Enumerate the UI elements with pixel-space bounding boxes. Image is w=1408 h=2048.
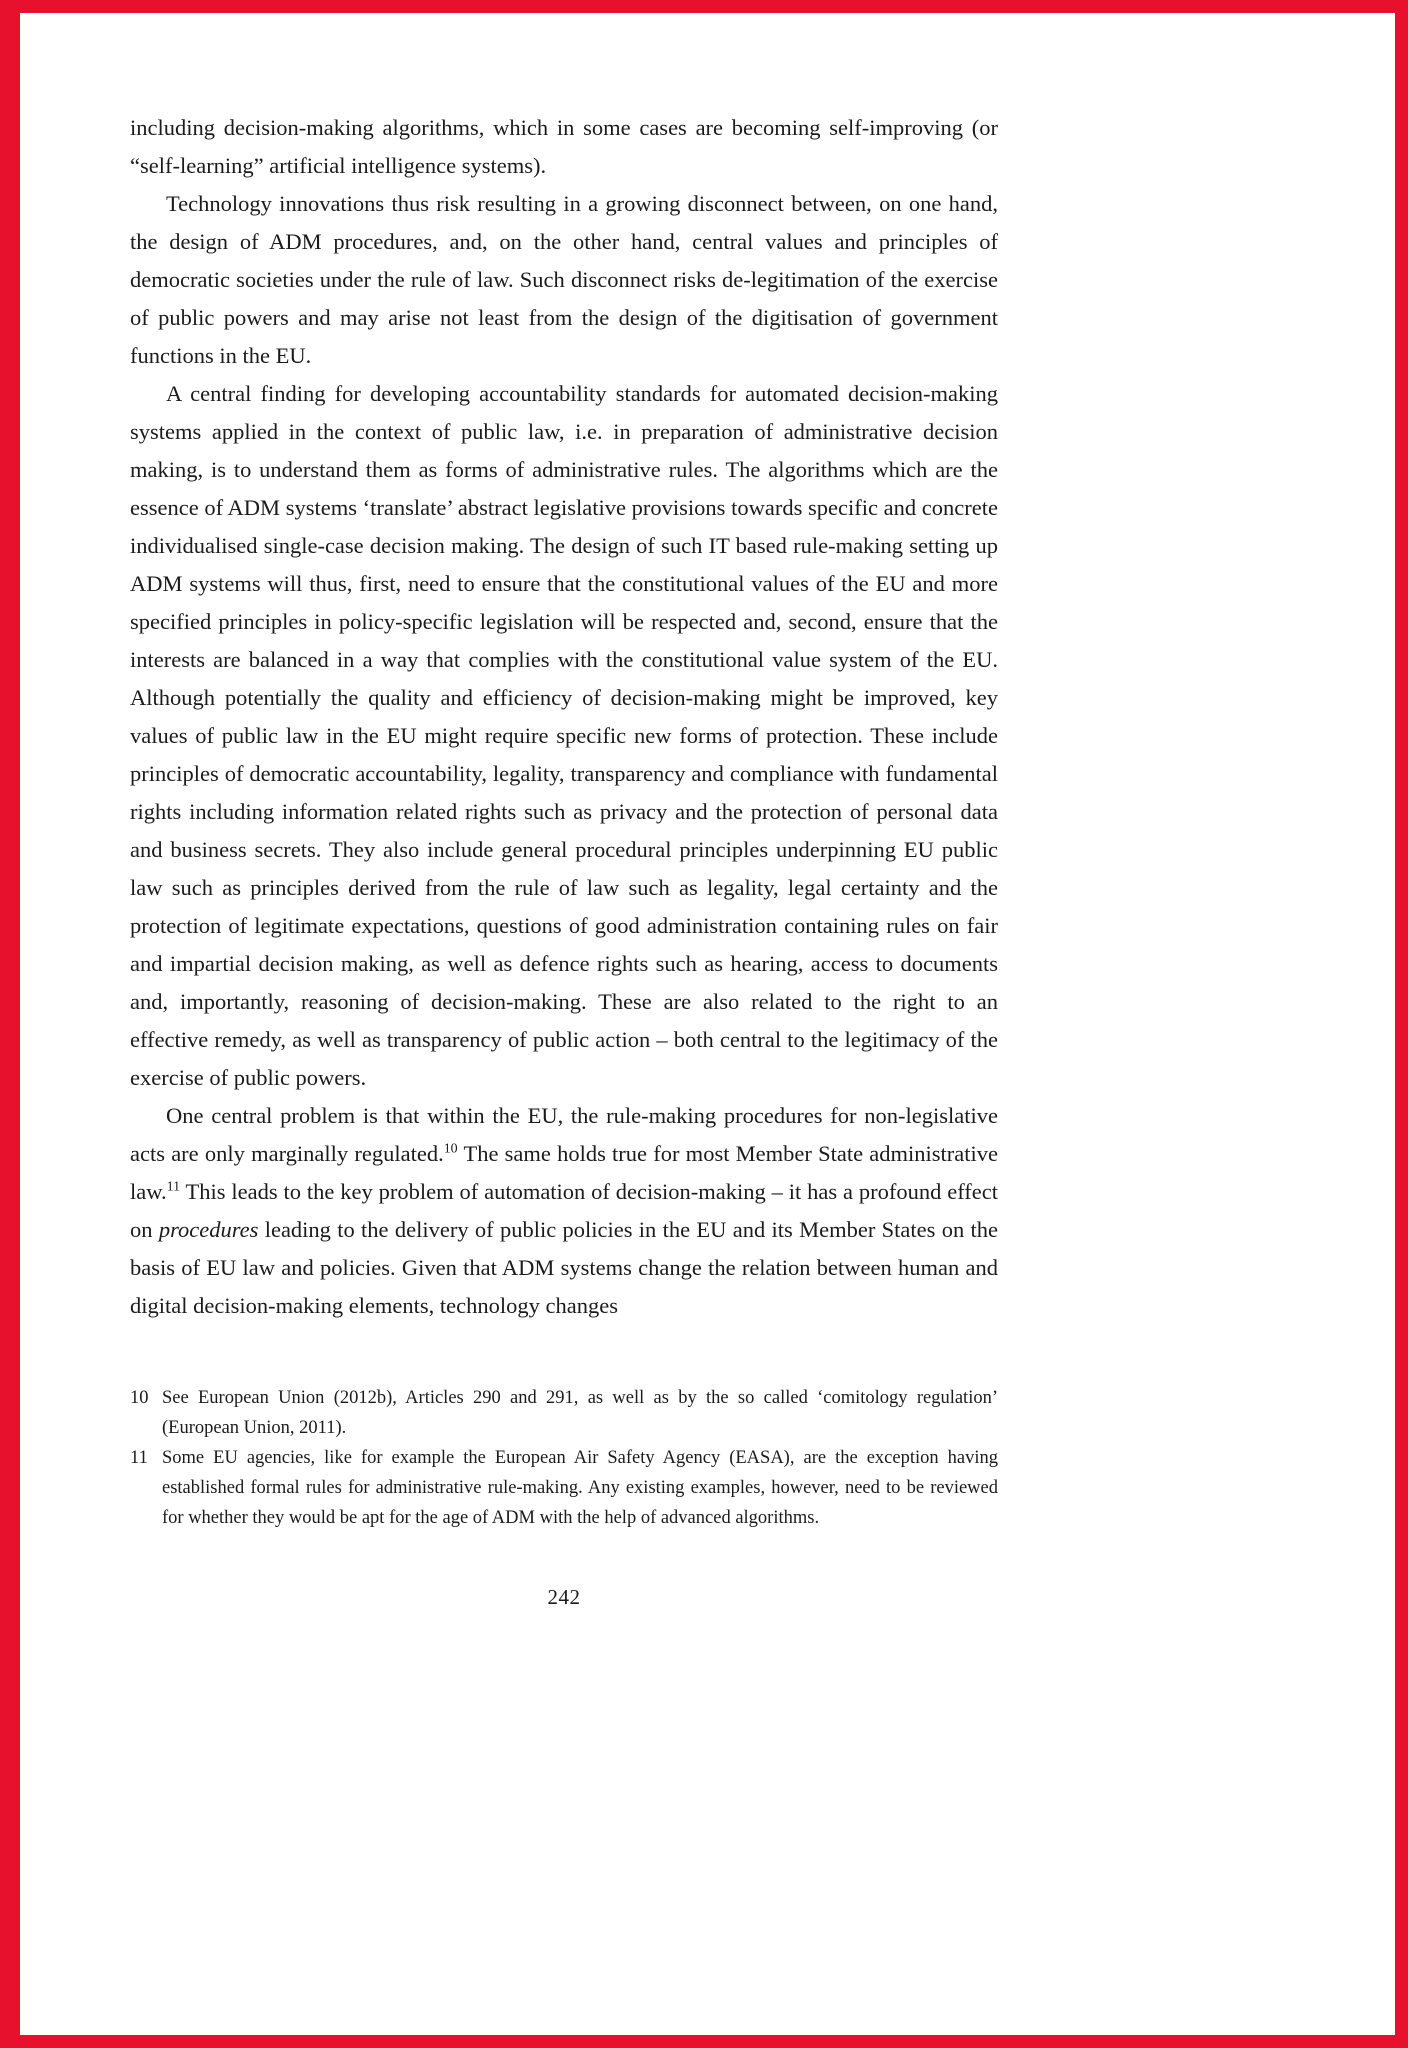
emphasized-word: procedures xyxy=(158,1217,259,1242)
paragraph: A central finding for developing accountability standards for automated decision-making systems applied in the context of public law, i.e. in preparation of administrative decision making, is to understand them as forms of administrative rules. The algorithms which are the essence of ADM systems ‘translate’ abstract legislative provisions towards specific and concrete individualised single-case decision making. The design of such IT based rule-making setting up ADM systems will thus, first, need to ensure that the constitutional values of the EU and more specified principles in policy-specific legislation will be respected and, second, ensure that the interests are balanced in a way that complies with the constitutional value system of the EU. Although potentially the quality and efficiency of decision-making might be improved, key values of public law in the EU might require specific new forms of protection. These include principles of democratic accountability, legality, transparency and compliance with fundamental rights including information related rights such as privacy and the protection of personal data and business secrets. They also include general procedural principles underpinning EU public law such as principles derived from the rule of law such as legality, legal certainty and the protection of legitimate expectations, questions of good administration containing rules on fair and impartial decision making, as well as defence rights such as hearing, access to documents and, importantly, reasoning of decision-making. These are also related to the right to an effective remedy, as well as transparency of public action – both central to the legitimacy of the exercise of public powers. xyxy=(130,381,998,1090)
footnote-text: Some EU agencies, like for example the European Air Safety Agency (EASA), are the exception having established formal rules for administrative rule-making. Any existing examples, however, need to be reviewed for whether they would be apt for the age of ADM with the help of advanced algorithms. xyxy=(162,1448,998,1528)
paragraph-text: This leads to the key problem of automation of decision-making – it has a profound effect on xyxy=(130,1179,998,1242)
paragraph-text: leading to the delivery of public policies in the EU and its Member States on the basis of EU law and policies. Given that ADM systems change the relation between human and digital decision-making elements, technology changes xyxy=(130,1217,999,1318)
footnote xyxy=(130,1443,998,1533)
paragraph-text: One central problem is that within the EU, the rule-making procedures for non-legislative acts are only marginally regulated. xyxy=(130,1103,998,1166)
footnote-number: 11 xyxy=(130,1448,148,1468)
footnote-number: 10 xyxy=(130,1388,149,1408)
paragraph: Technology innovations thus risk resulting in a growing disconnect between, on one hand, the design of ADM procedures, and, on the other hand, central values and principles of democratic societies under the rule of law. Such disconnect risks de-legitimation of the exercise of public powers and may arise not least from the design of the digitisation of government functions in the EU. xyxy=(130,191,998,368)
paragraph xyxy=(130,1097,998,1325)
paragraph-text: The same holds true for most Member State administrative law. xyxy=(130,1141,999,1204)
footnote xyxy=(130,1383,998,1443)
page-number: 242 xyxy=(547,1585,581,1609)
footnotes-section xyxy=(130,1383,998,1533)
footnote-text: See European Union (2012b), Articles 290 and 291, as well as by the so called ‘comitology regulation’ (European Union, 2011). xyxy=(162,1388,998,1438)
text-block xyxy=(130,109,998,1610)
paragraph-continuation: including decision-making algorithms, which in some cases are becoming self-improving (or “self-learning” artificial intelligence systems). xyxy=(130,115,998,178)
footnote-ref-11: 11 xyxy=(166,1179,181,1195)
book-page xyxy=(20,13,1395,2035)
footnote-ref-10: 10 xyxy=(443,1141,458,1157)
